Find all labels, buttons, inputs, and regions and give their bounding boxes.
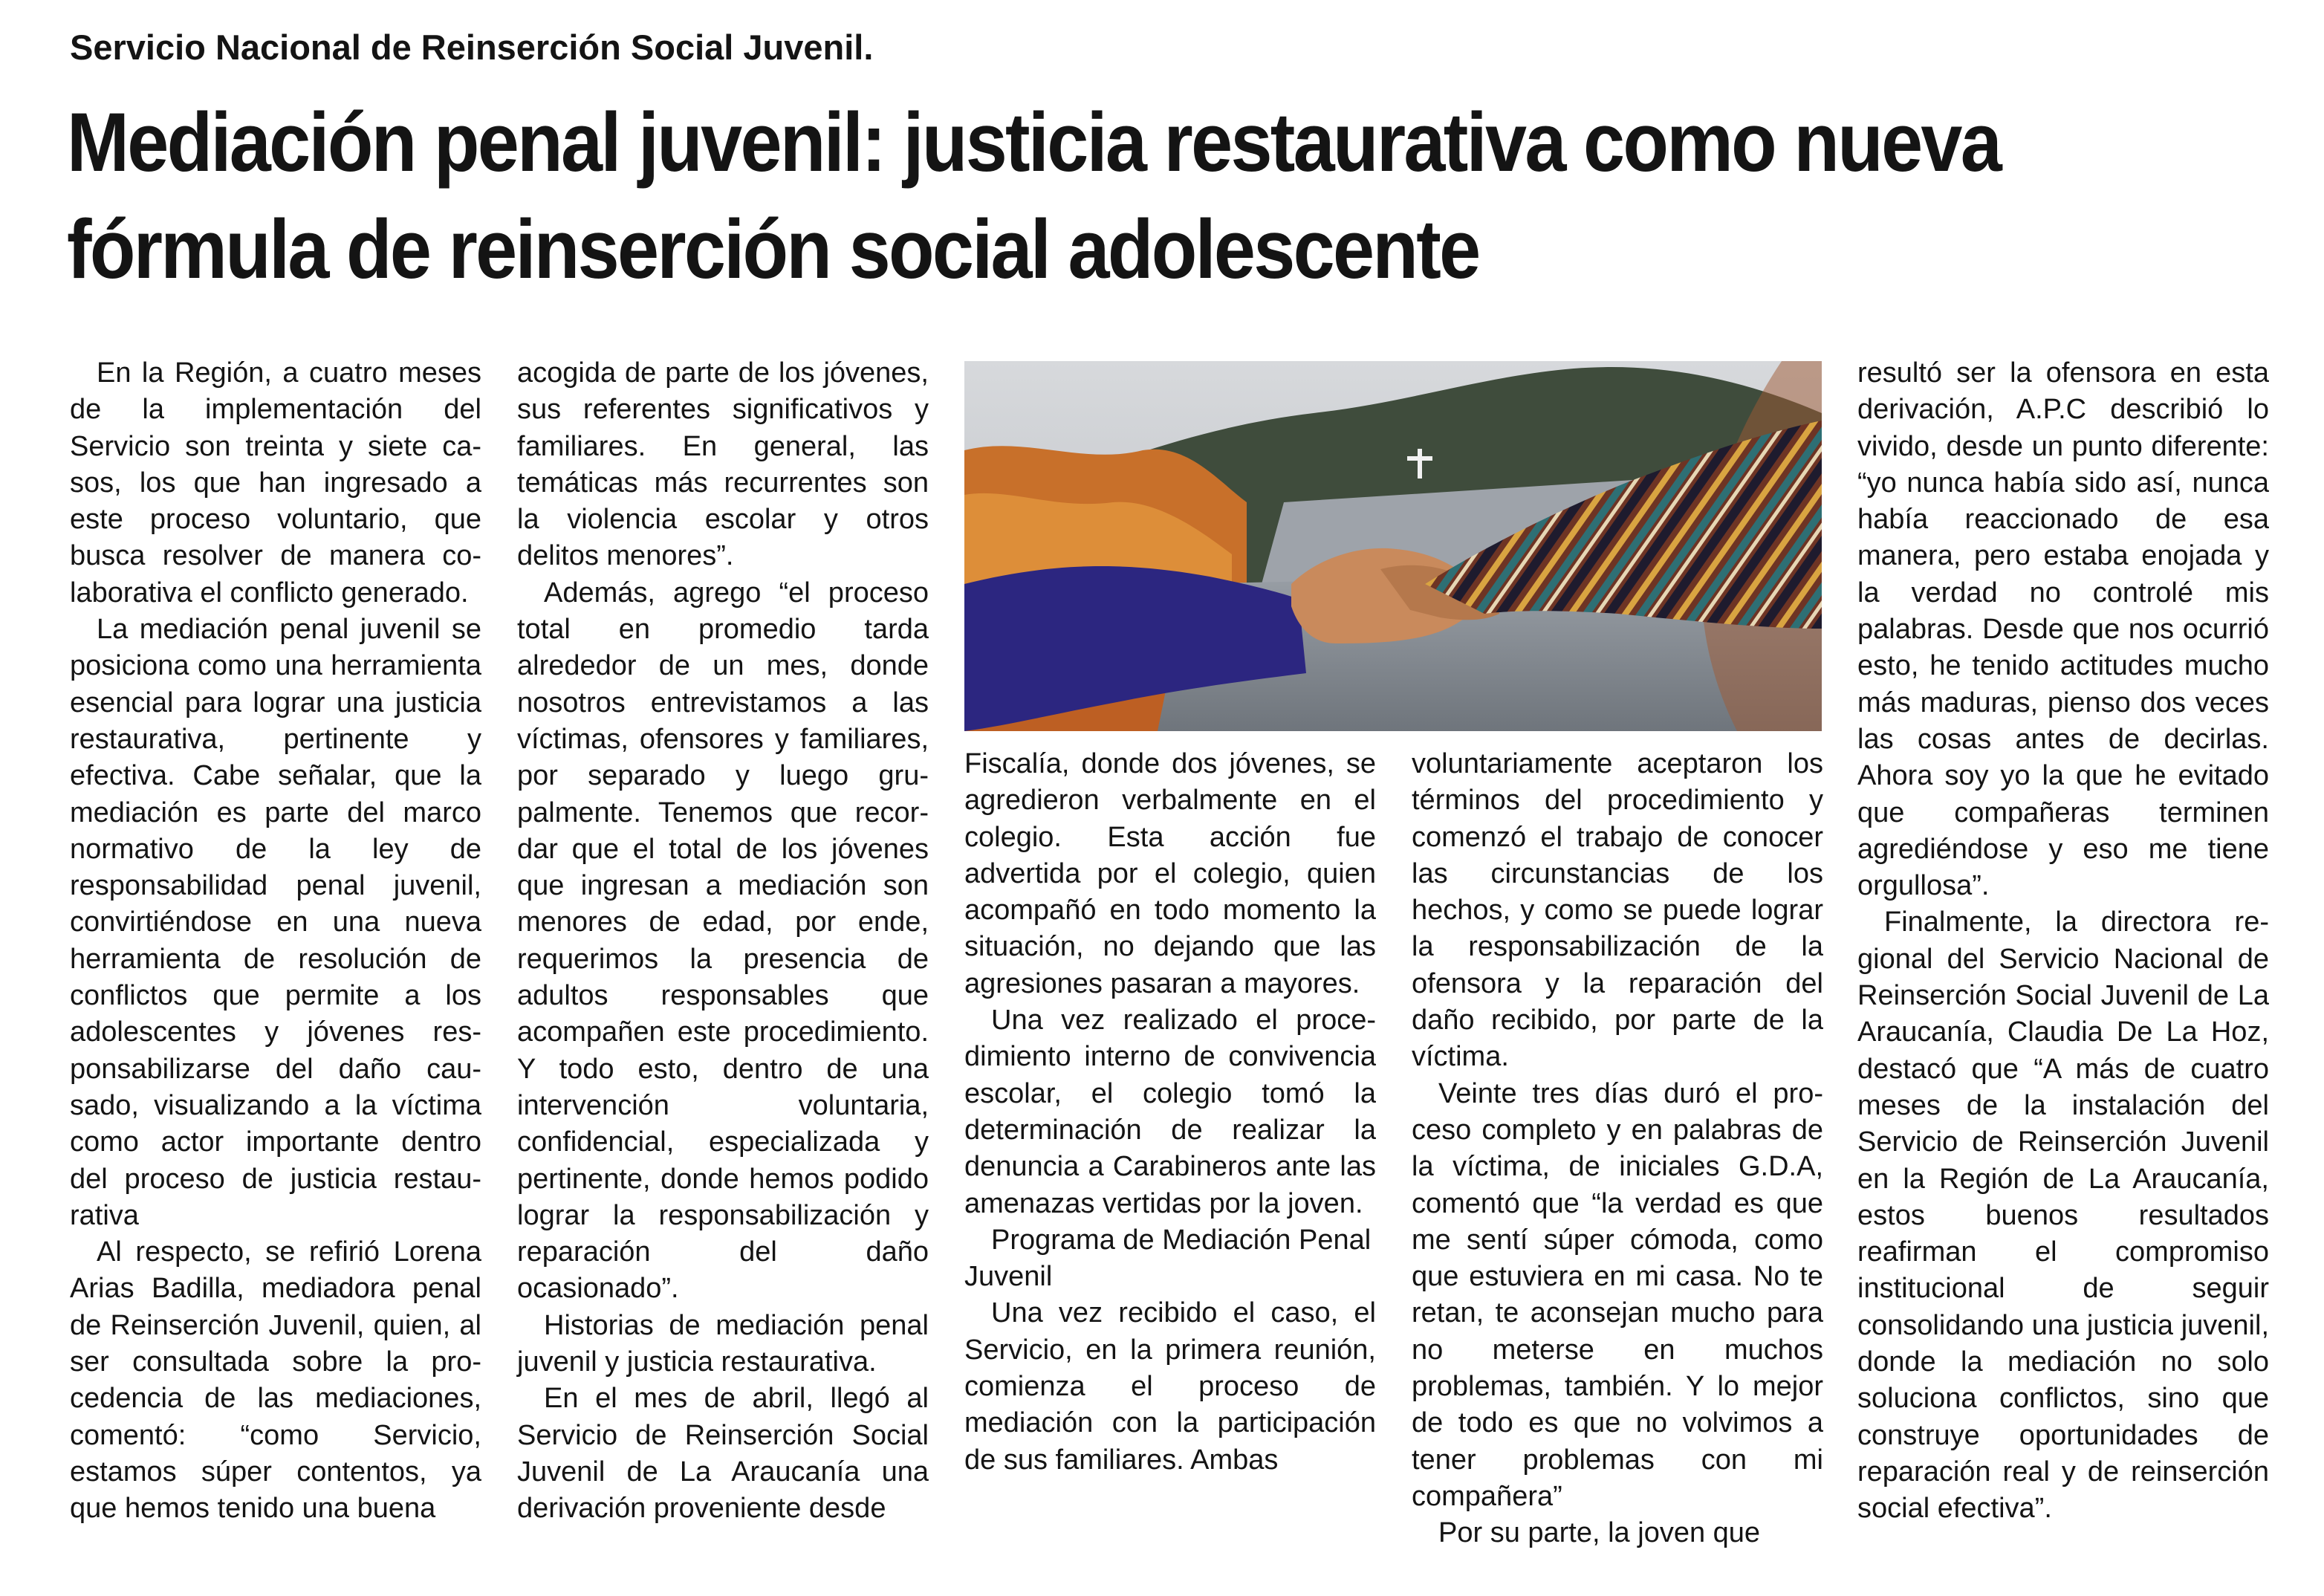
section-subheading: Programa de Mediación Penal Juvenil bbox=[964, 1224, 1372, 1293]
paragraph: voluntariamente aceptaron los términos del procedimiento y comenzó el trabajo de conocer las circunstancias de los hechos, y como se puede lograr la responsabilización de la ofensora y la reparación del daño recibido, por parte de la víctima. bbox=[1412, 748, 1823, 1073]
headline-line-2: fórmula de reinserción social adolescente bbox=[67, 203, 1479, 296]
paragraph: Historias de mediación penal juvenil y justicia restaurativa. bbox=[517, 1309, 929, 1378]
paragraph: Una vez recibido el caso, el Servicio, en la primera reunión, comienza el proceso de mediación con la participación de sus familiares. Ambas bbox=[964, 1297, 1376, 1476]
article-column-3 bbox=[964, 746, 1376, 1479]
handshake-photo bbox=[964, 361, 1822, 731]
article-headline bbox=[67, 89, 2060, 303]
paragraph: Finalmente, la directora regional del Servicio Nacional de Reinserción Social Juvenil de La Araucanía, Claudia De La Hoz, destacó que “A más de cuatro meses de la instalación del Servicio de Reinserción Juvenil en la Región de La Araucanía, estos buenos resultados reafirman el compromiso institucional de seguir consolidando una justicia juvenil, donde la mediación no solo soluciona conflictos, sino que construye oportunidades de reparación real y de reinserción social efectiva”. bbox=[1857, 906, 2269, 1525]
paragraph: Además, agrego “el proceso total en promedio tarda alrededor de un mes, donde nosotros entrevistamos a las víctimas, ofensores y familiares, por separado y luego grupalmente. Tenemos que recordar que el total de los jóvenes que ingresan a mediación son menores de edad, por ende, requerimos la presencia de adultos responsables que acompañen este procedimiento. Y todo esto, dentro de una intervención voluntaria, confidencial, especializada y pertinente, donde hemos podido lograr la responsabilización y reparación del daño ocasionado”. bbox=[517, 577, 929, 1305]
paragraph: Al respecto, se refirió Lorena Arias Badilla, mediadora penal de Reinserción Juvenil, quien, al ser consultada sobre la procedencia de las mediaciones, comentó: “como Servicio, estamos súper contentos, ya que hemos tenido una buena bbox=[70, 1236, 481, 1525]
article-column-2 bbox=[517, 355, 929, 1528]
paragraph: Veinte tres días duró el proceso completo y en palabras de la víctima, de iniciales G.D.A, comentó que “la verdad es que me sentí súper cómoda, como que estuviera en mi casa. No te retan, te aconsejan mucho para no meterse en muchos problemas, también. Y lo mejor de todo es que no volvimos a tener problemas con mi compañera” bbox=[1412, 1077, 1823, 1512]
article-column-5 bbox=[1857, 355, 2269, 1528]
article-column-4 bbox=[1412, 746, 1823, 1552]
handshake-image bbox=[964, 361, 1822, 731]
paragraph: La mediación penal juvenil se posiciona como una herramienta esencial para lograr una justicia restaurativa, pertinente y efectiva. Cabe señalar, que la mediación es parte del marco normativo de la ley de responsabilidad penal juvenil, convirtiéndose en una nueva herramienta de resolución de conflictos que permite a los adolescentes y jóvenes responsabilizarse del daño causado, visualizando a la víctima como actor importante dentro del proceso de justicia restaurativa bbox=[70, 614, 481, 1231]
paragraph: Una vez realizado el procedimiento interno de convivencia escolar, el colegio tomó la determinación de realizar la denuncia a Carabineros ante las amenazas vertidas por la joven. bbox=[964, 1005, 1376, 1219]
paragraph: Por su parte, la joven que bbox=[1438, 1517, 1761, 1549]
paragraph: resultó ser la ofensora en esta derivación, A.P.C describió lo vivido, desde un punto diferente: “yo nunca había sido así, nunca había reaccionado de esa manera, pero estaba enojada y la verdad no controlé mis palabras. Desde que nos ocurrió esto, he tenido actitudes mucho más maduras, pienso dos veces las cosas antes de decirlas. Ahora soy yo la que he evitado que compañeras terminen agrediéndose y eso me tiene orgullosa”. bbox=[1857, 357, 2269, 902]
article-kicker: Servicio Nacional de Reinserción Social Juvenil. bbox=[70, 27, 874, 67]
paragraph: En la Región, a cuatro meses de la implementación del Servicio son treinta y siete casos, los que han ingresado a este proceso voluntario, que busca resolver de manera colaborativa el conflicto generado. bbox=[70, 357, 481, 609]
paragraph: acogida de parte de los jóvenes, sus referentes significativos y familiares. En general, las temáticas más recurrentes son la violencia escolar y otros delitos menores”. bbox=[517, 357, 929, 572]
paragraph: Fiscalía, donde dos jóvenes, se agredieron verbalmente en el colegio. Esta acción fue advertida por el colegio, quien acompañó en todo momento la situación, no dejando que las agresiones pasaran a mayores. bbox=[964, 748, 1376, 999]
article-column-1 bbox=[70, 355, 481, 1528]
headline-line-1: Mediación penal juvenil: justicia restaurativa como nueva bbox=[67, 96, 2001, 189]
paragraph: En el mes de abril, llegó al Servicio de Reinserción Social Juvenil de La Araucanía una derivación proveniente desde bbox=[517, 1383, 929, 1525]
